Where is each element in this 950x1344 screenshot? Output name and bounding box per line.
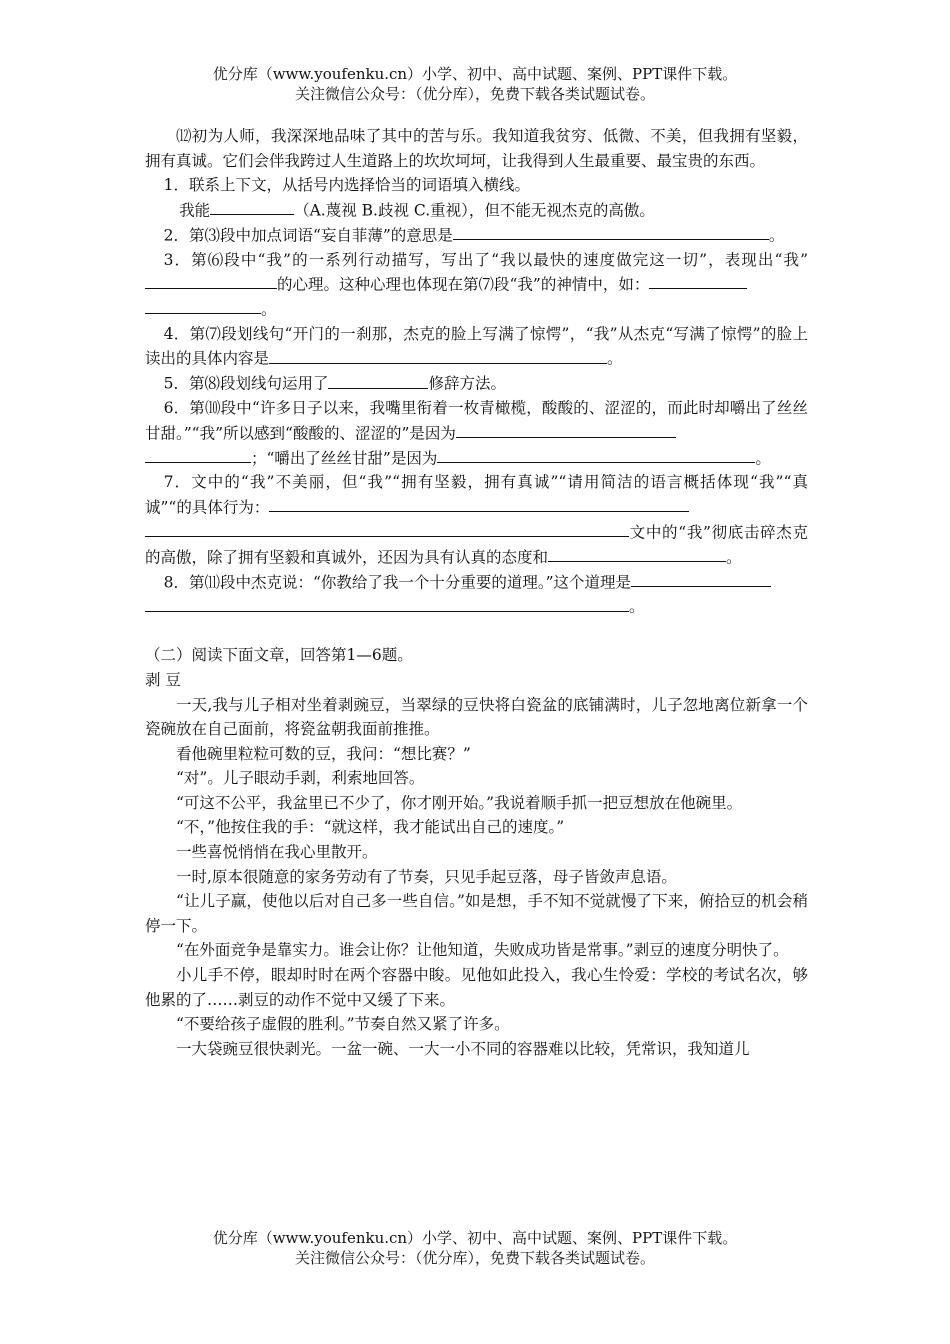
- story-paragraph: “对”。儿子眼动手剥，利索地回答。: [176, 769, 425, 788]
- question-3: 3．第⑹段中“我”的一系列行动描写，写出了“我以最快的速度做完这一切”，表现出“我”的心理。这种心理也体现在第⑺段“我”的神情中，如：: [145, 248, 808, 297]
- answer-blank[interactable]: [437, 446, 755, 463]
- answer-blank[interactable]: [548, 545, 726, 562]
- question-4: 4．第⑺段划线句“开门的一刹那，杰克的脸上写满了惊愕”，“我”从杰克“写满了惊愕”的脸上读出的具体内容是 。: [145, 324, 808, 368]
- answer-blank[interactable]: [145, 446, 251, 463]
- answer-blank[interactable]: [145, 297, 261, 314]
- question-8-continued: 。: [145, 594, 808, 619]
- story-paragraph: “让儿子赢，使他以后对自己多一些自信。”如是想，手不知不觉就慢了下来，俯拾豆的机会稍停一下。: [145, 892, 808, 935]
- answer-blank[interactable]: [145, 594, 629, 611]
- answer-blank[interactable]: [269, 495, 689, 512]
- story-paragraph: 小儿手不停，眼却时时在两个容器中睃。见他如此投入，我心生怜爱：学校的考试名次，够他累的了……剥豆的动作不觉中又缓了下来。: [145, 966, 808, 1009]
- story-paragraph: 看他碗里粒粒可数的豆，我问：“想比赛？”: [176, 744, 471, 763]
- question-6: 6．第⑽段中“许多日子以来，我嘴里衔着一枚青橄榄，酸酸的、涩涩的，而此时却嚼出了丝丝甘甜。”“我”所以感到“酸酸的、涩涩的”是因为: [145, 399, 808, 442]
- answer-blank[interactable]: [453, 223, 769, 240]
- story-paragraph: “不，”他按住我的手：“就这样，我才能试出自己的速度。”: [176, 818, 565, 837]
- question-8: 8．第⑾段中杰克说：“你教给了我一个十分重要的道理。”这个道理是: [145, 570, 808, 595]
- story-paragraph: 一天,我与儿子相对坐着剥豌豆，当翠绿的豆快将白瓷盆的底铺满时，儿子忽地离位新拿一个瓷碗放在自己面前，将瓷盆朝我面前推推。: [145, 695, 808, 739]
- question-1: 1．联系上下文，从括号内选择恰当的词语填入横线。: [163, 176, 530, 195]
- answer-blank[interactable]: [456, 421, 676, 438]
- answer-blank[interactable]: [649, 272, 747, 289]
- story-paragraph: 一些喜悦悄悄在我心里散开。: [176, 843, 378, 862]
- answer-blank[interactable]: [328, 371, 428, 388]
- answer-blank[interactable]: [631, 570, 771, 587]
- question-7-continued: 文中的“我”彻底击碎杰克的高傲，除了拥有坚毅和真诚外，还因为具有认真的态度和 。: [145, 520, 808, 570]
- question-5: 5．第⑻段划线句运用了 修辞方法。: [145, 371, 808, 396]
- answer-blank[interactable]: [145, 272, 277, 289]
- story-paragraph: “在外面竞争是靠实力。谁会让你？让他知道，失败成功皆是常事。”剥豆的速度分明快了。: [176, 941, 789, 960]
- question-2: 2．第⑶段中加点词语“妄自菲薄”的意思是 。: [145, 223, 808, 248]
- header-line-1: 优分库（www.youfenku.cn）小学、初中、高中试题、案例、PPT课件下载。: [212, 65, 738, 83]
- page-header: [0, 64, 950, 104]
- answer-blank[interactable]: [145, 520, 629, 537]
- footer-line-1: 优分库（www.youfenku.cn）小学、初中、高中试题、案例、PPT课件下载。: [212, 1229, 738, 1247]
- article-title: 剥 豆: [145, 670, 181, 689]
- question-3-continued: 。: [145, 297, 808, 322]
- answer-blank[interactable]: [269, 346, 607, 363]
- story-paragraph: 一时,原本很随意的家务劳动有了节奏，只见手起豆落，母子皆敛声息语。: [176, 867, 677, 886]
- paragraph-12: ⑿初为人师，我深深地品味了其中的苦与乐。我知道我贫穷、低微、不美，但我拥有坚毅，拥有真诚。它们会伴我跨过人生道路上的坎坎坷坷，让我得到人生最重要、最宝贵的东西。: [145, 127, 808, 170]
- question-6-continued: ；“嚼出了丝丝甘甜”是因为 。: [145, 446, 808, 471]
- document-body: [145, 124, 808, 1061]
- answer-blank[interactable]: [210, 198, 294, 215]
- story-paragraph: 一大袋豌豆很快剥光。一盆一碗、一大一小不同的容器难以比较，凭常识，我知道儿: [176, 1039, 750, 1058]
- story-paragraph: “不要给孩子虚假的胜利。”节奏自然又紧了许多。: [176, 1015, 510, 1034]
- story-paragraph: “可这不公平，我盆里已不少了，你才刚开始。”我说着顺手抓一把豆想放在他碗里。: [176, 793, 743, 812]
- section-2-heading: （二）阅读下面文章，回答第1—6题。: [145, 646, 413, 665]
- page-footer: [0, 1228, 950, 1268]
- header-line-2: 关注微信公众号：（优分库），免费下载各类试题试卷。: [294, 85, 655, 103]
- section-gap: [145, 619, 808, 643]
- question-7: 7．文中的“我”不美丽，但“我”“拥有坚毅，拥有真诚”“请用简洁的语言概括体现“我”“真诚”“的具体行为：: [145, 473, 808, 517]
- question-1-answer-line: 我能 （A.蔑视 B.歧视 C.重视），但不能无视杰克的高傲。: [145, 198, 808, 223]
- footer-line-2: 关注微信公众号：（优分库），免费下载各类试题试卷。: [294, 1249, 655, 1267]
